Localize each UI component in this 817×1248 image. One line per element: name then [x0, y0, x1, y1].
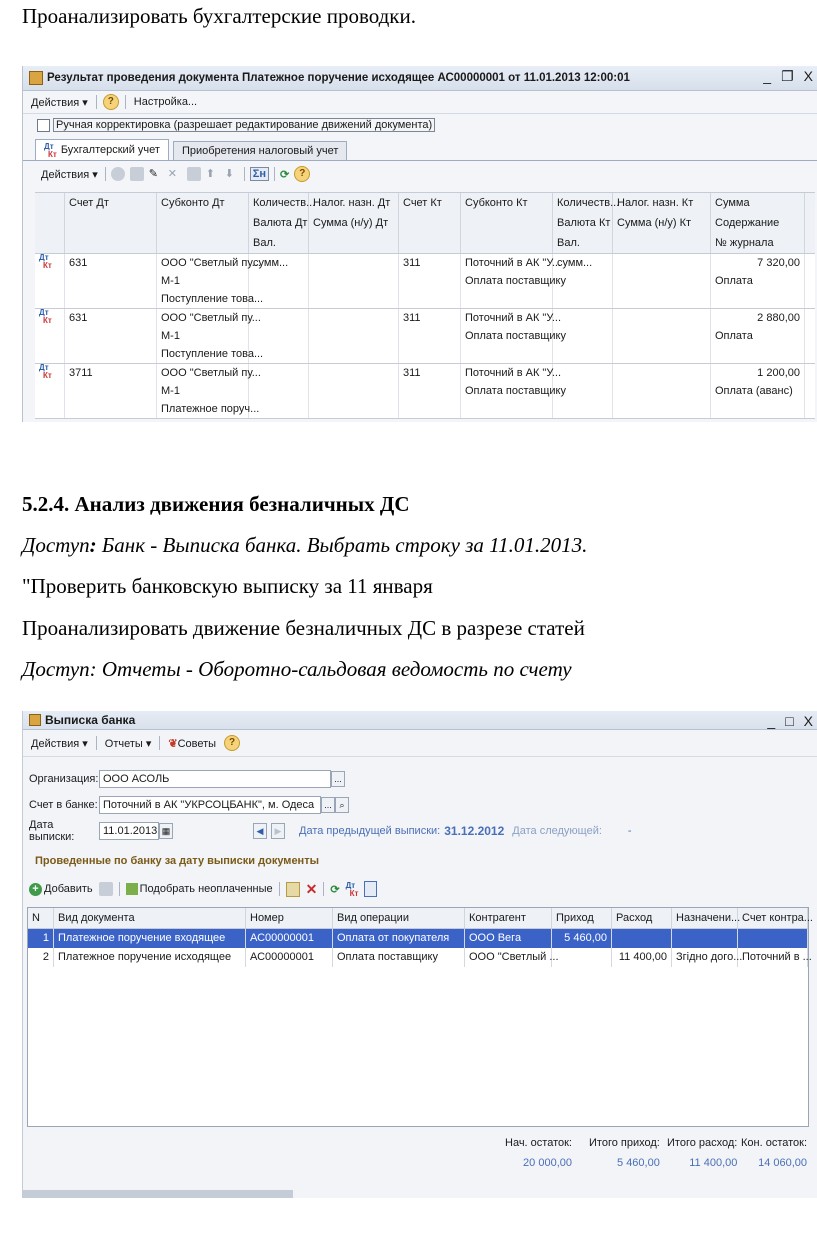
taskbar-strip [23, 1190, 293, 1198]
column-header[interactable]: Количеств... [249, 193, 309, 213]
column-header[interactable] [157, 233, 249, 253]
subconto-kt-cell[interactable]: Оплата поставщику [461, 272, 553, 290]
dt-kt-icon: Дт Кт [39, 253, 52, 270]
search-icon[interactable]: ⌕ [335, 797, 349, 813]
tab-accounting[interactable]: Дт Кт Бухгалтерский учет [35, 139, 169, 160]
divider [96, 736, 97, 750]
move-down-icon[interactable]: ⬇ [224, 168, 234, 180]
subconto-dt-cell[interactable]: ООО "Светлый пу... [157, 364, 249, 382]
subconto-dt-cell[interactable]: Поступление това... [157, 345, 249, 363]
grid-actions-menu[interactable]: Действия ▾ [41, 168, 98, 181]
reports-menu[interactable]: Отчеты ▾ [104, 737, 152, 750]
end-edit-icon[interactable] [187, 167, 201, 181]
menu-bar [23, 91, 817, 114]
prev-date-value[interactable]: 31.12.2012 [444, 824, 505, 838]
column-header[interactable]: Вид документа [54, 908, 246, 928]
table-row[interactable] [35, 254, 815, 309]
manual-correction-label: Ручная корректировка (разрешает редактирование движений документа) [53, 118, 435, 132]
actions-menu[interactable]: Действия ▾ [31, 737, 88, 750]
tips-icon: ❦ [168, 737, 178, 750]
next-date-label: Дата следующей: [512, 825, 602, 837]
bank-account-field[interactable]: Поточний в АК "УКРСОЦБАНК", м. Одеса [99, 796, 321, 814]
column-header[interactable]: Количеств... [553, 193, 613, 213]
documents-heading: Проведенные по банку за дату выписки документы [35, 855, 319, 867]
column-header[interactable]: Вид операции [333, 908, 465, 928]
total-income [589, 1137, 660, 1169]
subconto-dt-cell[interactable]: М-1 [157, 272, 249, 290]
column-header[interactable]: Валюта Дт [249, 213, 309, 233]
column-header[interactable]: Контрагент [465, 908, 552, 928]
postings-table [35, 192, 815, 419]
calendar-icon[interactable]: ▦ [159, 823, 173, 839]
help-icon[interactable]: ? [103, 94, 119, 110]
column-header[interactable]: Сумма [711, 193, 805, 213]
documents-toolbar [29, 879, 377, 899]
organization-row [29, 769, 345, 789]
table-header-row [28, 908, 813, 929]
account-kt-cell[interactable]: 311 [399, 364, 461, 382]
total-expense-value: 11 400,00 [689, 1157, 738, 1169]
prev-date-label: Дата предыдущей выписки: [299, 825, 441, 837]
intro-text: Проанализировать бухгалтерские проводки. [22, 4, 416, 28]
divider [119, 882, 120, 896]
account-kt-cell[interactable]: 311 [399, 309, 461, 327]
tips-button[interactable]: ❦Советы [168, 737, 217, 750]
subconto-dt-cell[interactable]: ООО "Светлый пу... [157, 254, 249, 272]
access-instruction [22, 533, 587, 558]
column-header[interactable]: Вал. сумм... [249, 233, 309, 253]
delete-icon[interactable]: ✕ [305, 880, 318, 897]
column-header[interactable] [35, 233, 65, 253]
divider [274, 167, 275, 181]
copy-icon[interactable] [99, 882, 113, 896]
actions-menu[interactable]: Действия ▾ [31, 96, 88, 109]
subconto-kt-cell[interactable]: Оплата поставщику [461, 382, 553, 400]
content-cell[interactable]: Оплата [711, 272, 805, 290]
column-header[interactable]: Содержание [711, 213, 805, 233]
column-header[interactable]: Назначени... [672, 908, 738, 928]
opening-balance [505, 1137, 572, 1169]
column-header[interactable]: Валюта Кт [553, 213, 613, 233]
column-header[interactable] [157, 213, 249, 233]
column-header[interactable] [461, 233, 553, 253]
column-header[interactable]: Субконто Дт [157, 193, 249, 213]
statement-date-row [29, 821, 632, 841]
statement-date-field[interactable]: 11.01.2013 [99, 822, 159, 840]
table-row[interactable] [35, 309, 815, 364]
closing-balance [741, 1137, 807, 1169]
bank-account-label: Счет в банке: [29, 799, 98, 811]
column-header[interactable]: Сумма (н/у) Дт [309, 213, 399, 233]
table-row[interactable]: 1 Платежное поручение входящее АС00000001 Оплата от покупателя ООО Вега 5 460,00 [28, 929, 808, 948]
document-icon [29, 71, 43, 85]
grid-toolbar [23, 161, 817, 187]
column-header[interactable]: Субконто Кт [461, 193, 553, 213]
subconto-kt-cell[interactable]: Оплата поставщику [461, 327, 553, 345]
window-titlebar [23, 711, 817, 730]
table-row[interactable]: 2 Платежное поручение исходящее АС00000001 Оплата поставщику ООО "Светлый ... 11 400,00 Згідно дого... Поточний в ... [28, 948, 808, 967]
add-button[interactable]: + Добавить [29, 883, 93, 896]
divider [96, 95, 97, 109]
restore-button[interactable]: ❐ [781, 68, 794, 84]
dt-kt-icon: Дт Кт [39, 308, 52, 325]
next-date-value[interactable]: - [627, 825, 632, 837]
account-dt-cell[interactable]: 3711 [65, 364, 157, 382]
column-header[interactable]: Счет Кт [399, 193, 461, 213]
opening-balance-value: 20 000,00 [523, 1157, 572, 1169]
manual-correction-checkbox[interactable] [37, 119, 50, 132]
content-cell[interactable]: Оплата [711, 327, 805, 345]
access-report-instruction: Доступ: Отчеты - Оборотно-сальдовая ведомость по счету [22, 657, 572, 681]
close-button[interactable]: X [803, 68, 813, 84]
move-up-icon[interactable]: ⬆ [205, 168, 215, 180]
column-header[interactable] [399, 233, 461, 253]
sum-icon[interactable]: Σн [250, 167, 269, 181]
pick-unpaid-button[interactable]: Подобрать неоплаченные [126, 883, 273, 895]
window-title: Выписка банка [45, 713, 136, 727]
column-header[interactable]: Расход [612, 908, 672, 928]
divider [279, 882, 280, 896]
help-icon[interactable]: ? [224, 735, 240, 751]
subconto-dt-cell[interactable]: М-1 [157, 382, 249, 400]
divider [125, 95, 126, 109]
next-statement-icon[interactable]: ▶ [271, 823, 285, 839]
total-expense [667, 1137, 737, 1169]
minimize-button[interactable]: _ [767, 713, 776, 729]
column-header[interactable]: № журнала [711, 233, 805, 253]
add-row-icon[interactable] [111, 167, 125, 181]
content-cell[interactable]: Оплата (аванс) [711, 382, 805, 400]
divider [105, 167, 106, 181]
check-instruction: "Проверить банковскую выписку за 11 января [22, 574, 433, 598]
column-header[interactable]: Счет Дт [65, 193, 157, 213]
refresh-icon[interactable]: ⟳ [280, 168, 290, 181]
table-row[interactable] [35, 364, 815, 419]
document-icon [29, 714, 41, 726]
dt-kt-icon: Дт Кт [44, 142, 57, 159]
dt-kt-icon: Дт Кт [39, 363, 52, 380]
subconto-kt-cell[interactable]: Поточний в АК "У... [461, 309, 553, 327]
divider [159, 736, 160, 750]
menu-bar [23, 730, 817, 757]
column-header[interactable]: Сумма (н/у) Кт [613, 213, 711, 233]
column-header[interactable] [399, 213, 461, 233]
column-header[interactable]: Налог. назн. Дт [309, 193, 399, 213]
column-header[interactable] [309, 233, 399, 253]
total-income-value: 5 460,00 [617, 1157, 660, 1169]
prev-statement-icon[interactable]: ◀ [253, 823, 267, 839]
statement-date-label: Дата выписки: [29, 819, 75, 843]
access-colon: : [89, 533, 97, 557]
divider [323, 882, 324, 896]
journal-icon[interactable] [364, 881, 377, 897]
bank-account-row [29, 795, 349, 815]
subconto-kt-cell[interactable]: Поточний в АК "У... [461, 364, 553, 382]
bank-statement-window [22, 711, 817, 1198]
window-titlebar [23, 66, 817, 91]
edit-pencil-icon[interactable]: ✎ [148, 168, 158, 180]
refresh-icon[interactable]: ⟳ [330, 883, 340, 896]
dt-kt-icon[interactable]: Дт Кт [345, 881, 359, 898]
help-icon[interactable]: ? [294, 166, 310, 182]
add-icon: + [29, 883, 42, 896]
settings-menu[interactable]: Настройка... [133, 96, 198, 108]
select-account-button[interactable]: ... [321, 797, 335, 813]
column-header[interactable] [65, 213, 157, 233]
column-header[interactable] [35, 213, 65, 233]
column-header[interactable]: Вал. сумм... [553, 233, 613, 253]
tabs [23, 136, 817, 161]
subconto-dt-cell[interactable]: М-1 [157, 327, 249, 345]
copy-row-icon[interactable] [130, 167, 144, 181]
organization-label: Организация: [29, 773, 99, 785]
subconto-dt-cell[interactable]: ООО "Светлый пу... [157, 309, 249, 327]
select-organization-button[interactable]: ... [331, 771, 345, 787]
account-dt-cell[interactable]: 631 [65, 254, 157, 272]
subconto-dt-cell[interactable]: Платежное поруч... [157, 400, 249, 418]
subconto-dt-cell[interactable]: Поступление това... [157, 290, 249, 308]
section-heading: 5.2.4. Анализ движения безналичных ДС [22, 492, 410, 516]
account-kt-cell[interactable]: 311 [399, 254, 461, 272]
maximize-button[interactable]: □ [785, 713, 794, 729]
documents-table [27, 907, 813, 1127]
minimize-button[interactable]: _ [763, 68, 772, 84]
subconto-kt-cell[interactable]: Поточний в АК "У... [461, 254, 553, 272]
amount-cell[interactable]: 1 200,00 [711, 364, 805, 382]
column-header[interactable] [65, 233, 157, 253]
column-header[interactable]: Налог. назн. Кт [613, 193, 711, 213]
column-header[interactable]: Приход [552, 908, 612, 928]
organization-field[interactable]: ООО АСОЛЬ [99, 770, 331, 788]
analyze-instruction: Проанализировать движение безналичных ДС в разрезе статей [22, 616, 585, 640]
column-header[interactable]: Номер [246, 908, 333, 928]
account-dt-cell[interactable]: 631 [65, 309, 157, 327]
delete-icon[interactable]: ✕ [167, 168, 177, 180]
column-header[interactable]: Счет контра... [738, 908, 808, 928]
amount-cell[interactable]: 7 320,00 [711, 254, 805, 272]
amount-cell[interactable]: 2 880,00 [711, 309, 805, 327]
post-icon[interactable] [286, 882, 300, 897]
posting-result-window [22, 66, 817, 422]
access-path: Банк - Выписка банка. Выбрать строку за 11.01.2013. [96, 533, 588, 557]
divider [244, 167, 245, 181]
column-header[interactable]: N [28, 908, 54, 928]
total-income-label: Итого приход: [589, 1137, 660, 1149]
window-title: Результат проведения документа Платежное поручение исходящее АС00000001 от 11.01.2013 12:00:01 [47, 72, 630, 84]
closing-balance-value: 14 060,00 [758, 1157, 808, 1169]
column-header[interactable] [613, 233, 711, 253]
closing-balance-label: Кон. остаток: [741, 1137, 808, 1149]
tab-tax-accounting[interactable]: Приобретения налоговый учет [173, 141, 347, 160]
column-header[interactable] [35, 193, 65, 213]
close-button[interactable]: X [803, 713, 813, 729]
column-header[interactable] [461, 213, 553, 233]
pick-icon [126, 883, 138, 895]
access-label: Доступ [22, 533, 90, 557]
opening-balance-label: Нач. остаток: [505, 1137, 572, 1149]
total-expense-label: Итого расход: [667, 1137, 738, 1149]
